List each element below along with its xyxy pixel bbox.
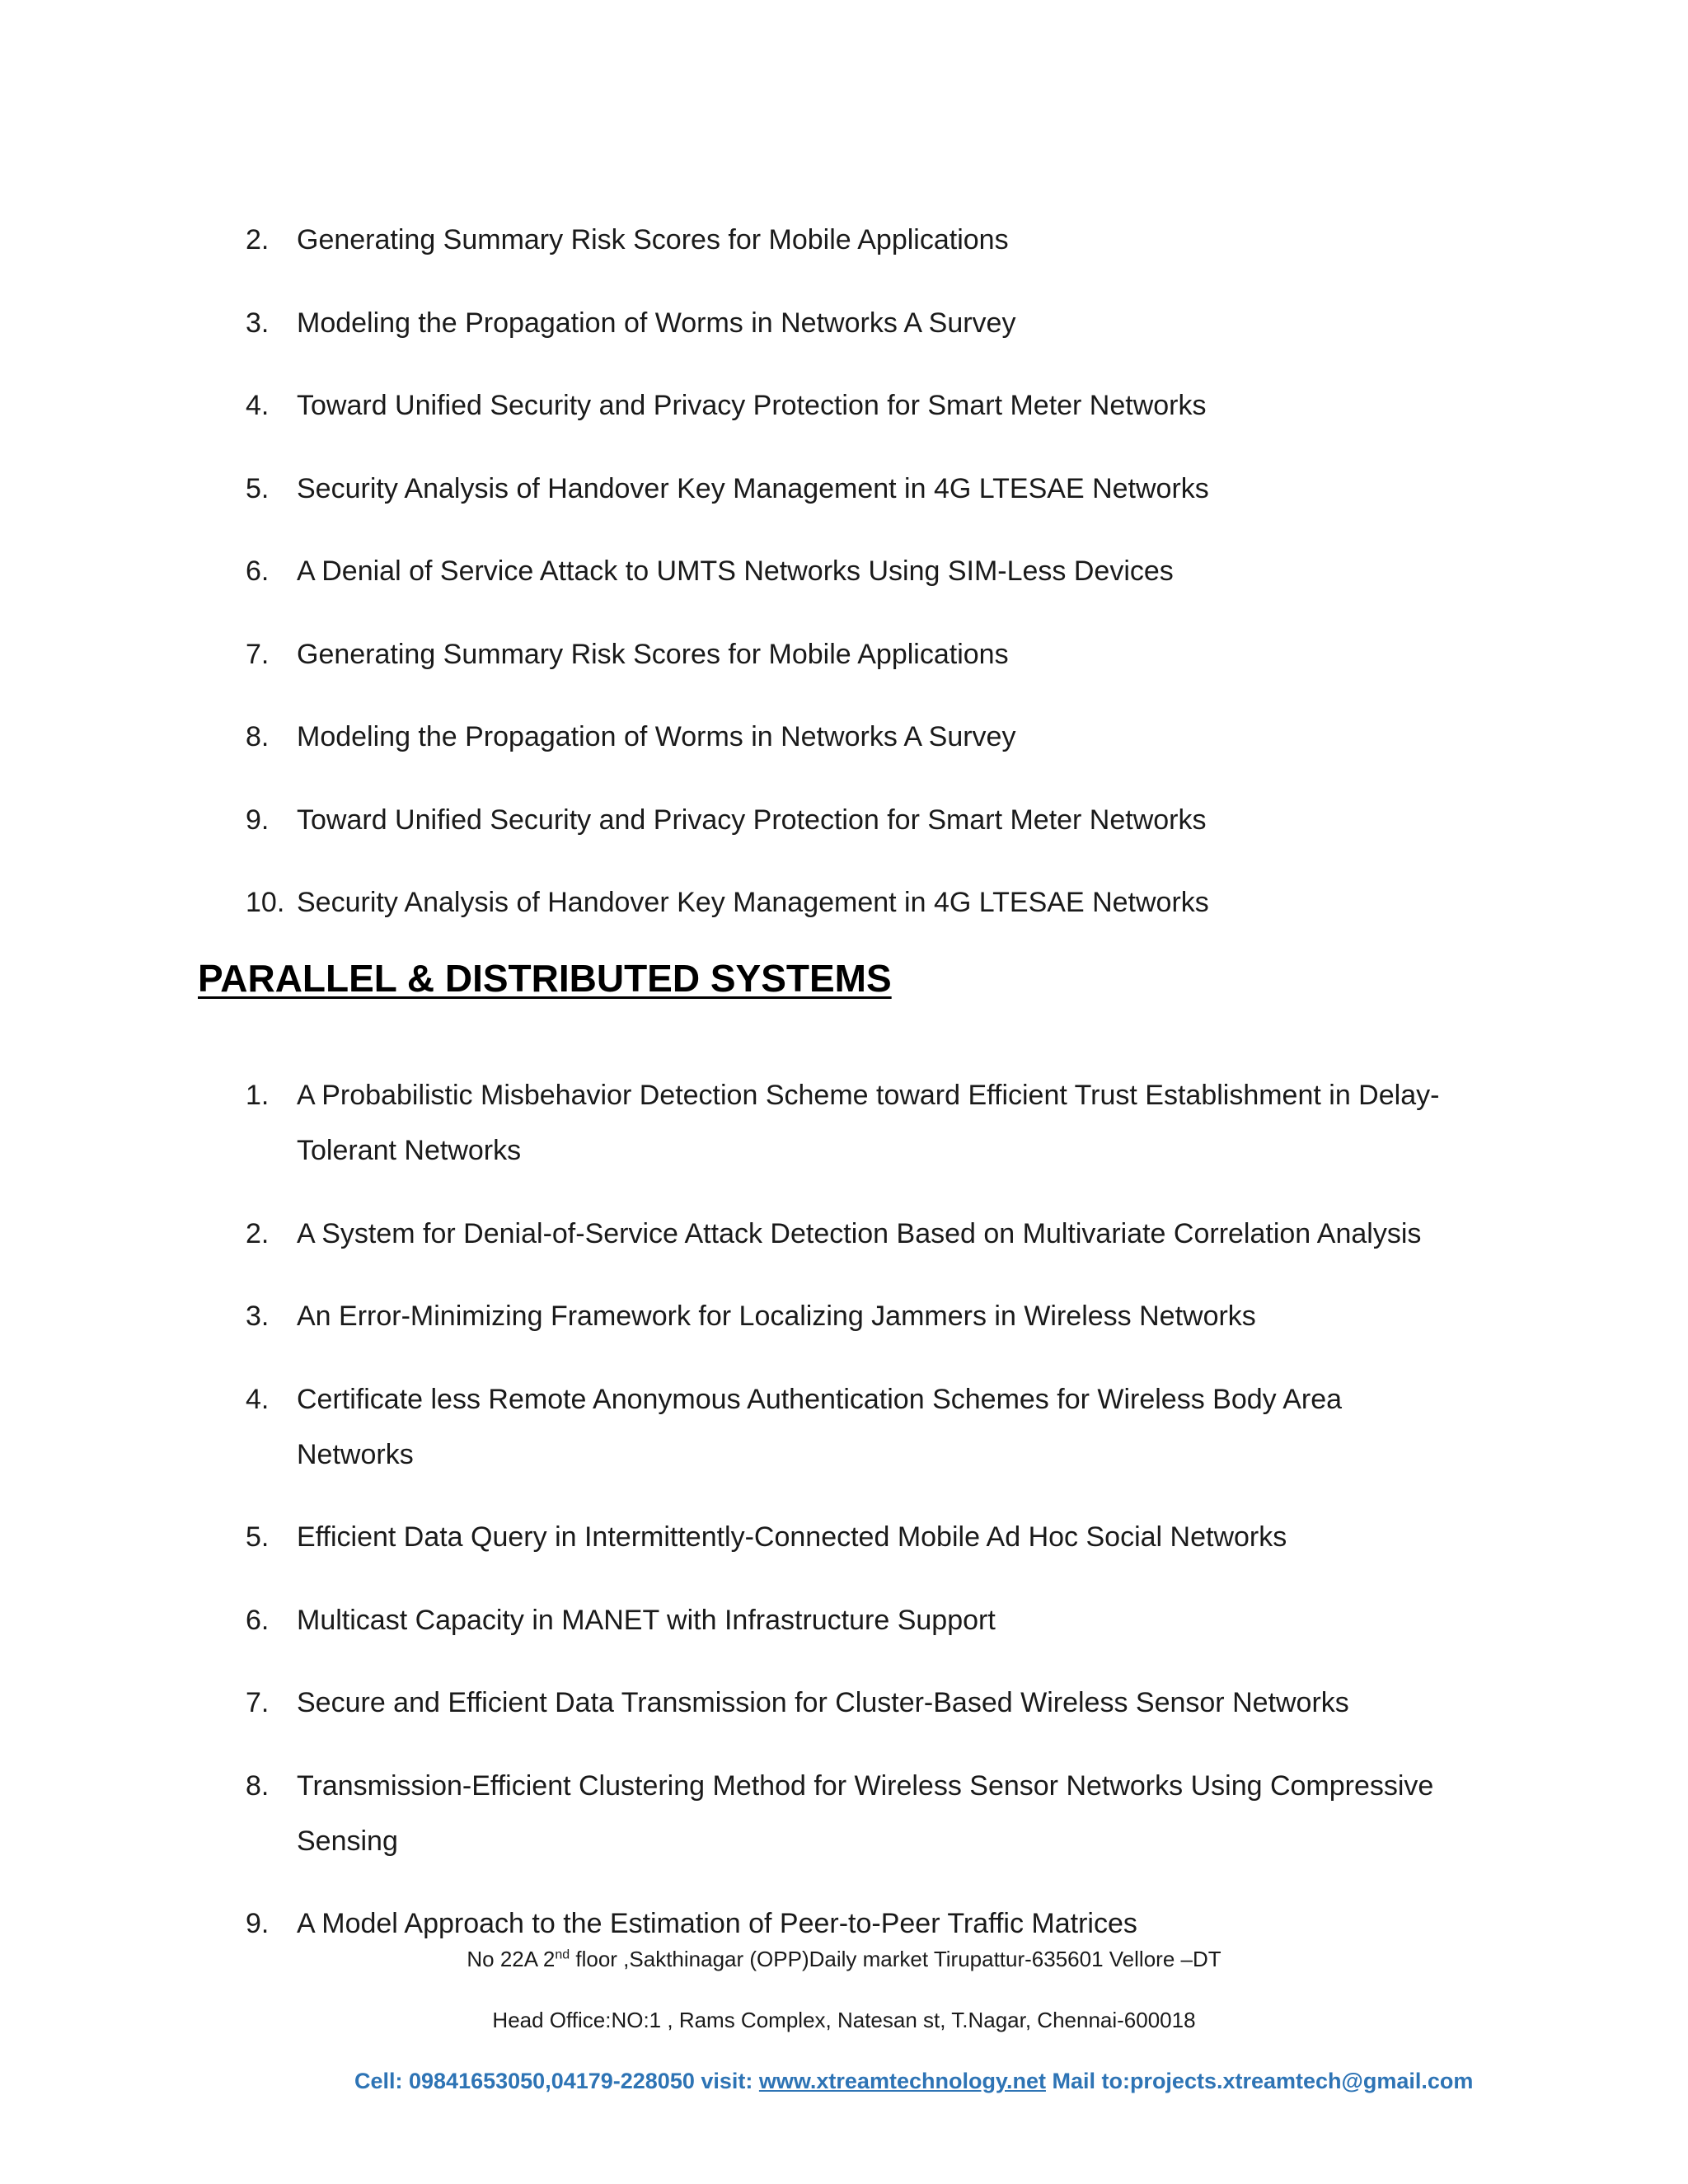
item-title: Generating Summary Risk Scores for Mobile Applications	[297, 638, 1009, 670]
item-title: A Model Approach to the Estimation of Peer-to-Peer Traffic Matrices	[297, 1908, 1137, 1939]
item-title: Security Analysis of Handover Key Management in 4G LTESAE Networks	[297, 472, 1209, 504]
item-title: Certificate less Remote Anonymous Authentication Schemes for Wireless Body Area Networks	[297, 1383, 1343, 1470]
item-number: 6.	[246, 1604, 270, 1636]
list-item	[0, 793, 1451, 848]
list-item	[0, 1289, 1451, 1344]
website-link[interactable]: www.xtreamtechnology.net	[758, 2069, 1046, 2093]
footer-contact	[354, 2069, 1473, 2094]
item-number: 4.	[246, 390, 270, 421]
item-number: 6.	[246, 555, 270, 587]
item-title: Modeling the Propagation of Worms in Networks A Survey	[297, 307, 1016, 339]
item-number: 10.	[246, 887, 285, 918]
item-title: A Probabilistic Misbehavior Detection Scheme toward Efficient Trust Establishment in Delay-Tolerant Networks	[297, 1080, 1440, 1166]
list-item	[0, 544, 1451, 599]
item-title: Security Analysis of Handover Key Management in 4G LTESAE Networks	[297, 887, 1209, 918]
item-number: 8.	[246, 1769, 270, 1802]
contact-phone: Cell: 09841653050,04179-228050 visit:	[354, 2069, 759, 2093]
section-heading: PARALLEL & DISTRIBUTED SYSTEMS	[198, 957, 892, 1000]
item-title: An Error-Minimizing Framework for Localizing Jammers in Wireless Networks	[297, 1301, 1256, 1332]
item-title: Transmission-Efficient Clustering Method for Wireless Sensor Networks Using Compressive Sensing	[297, 1769, 1434, 1857]
item-number: 9.	[246, 1908, 270, 1939]
footer-head-office: Head Office:NO:1 , Rams Complex, Natesan st, T.Nagar, Chennai-600018	[492, 2008, 1196, 2032]
item-number: 7.	[246, 1687, 270, 1718]
item-title: Modeling the Propagation of Worms in Networks A Survey	[297, 721, 1016, 752]
item-title: Toward Unified Security and Privacy Protection for Smart Meter Networks	[297, 804, 1207, 836]
list-item	[0, 296, 1451, 351]
list-item	[0, 213, 1451, 268]
item-number: 5.	[246, 472, 270, 504]
item-title: Generating Summary Risk Scores for Mobile Applications	[297, 224, 1009, 255]
item-number: 4.	[246, 1383, 270, 1415]
list-item	[0, 1510, 1451, 1565]
list-item	[0, 1759, 1451, 1869]
address-part: floor ,Sakthinagar (OPP)Daily market Tirupattur-635601 Vellore –DT	[570, 1947, 1221, 1971]
list-item	[0, 378, 1451, 434]
item-number: 2.	[246, 224, 270, 255]
item-number: 1.	[246, 1080, 270, 1111]
item-number: 2.	[246, 1217, 270, 1249]
item-title: A Denial of Service Attack to UMTS Networks Using SIM-Less Devices	[297, 555, 1174, 587]
list-item	[0, 1896, 1451, 1952]
item-title: Efficient Data Query in Intermittently-Connected Mobile Ad Hoc Social Networks	[297, 1521, 1287, 1553]
list-item	[0, 1593, 1451, 1648]
item-number: 7.	[246, 638, 270, 670]
item-title: Toward Unified Security and Privacy Protection for Smart Meter Networks	[297, 390, 1207, 421]
project-list-continued	[0, 213, 1451, 958]
item-title: Multicast Capacity in MANET with Infrastructure Support	[297, 1604, 996, 1636]
item-title: A System for Denial-of-Service Attack Detection Based on Multivariate Correlation Analysis	[297, 1217, 1422, 1249]
contact-mail: Mail to:projects.xtreamtech@gmail.com	[1045, 2069, 1474, 2093]
parallel-distributed-list	[0, 1068, 1451, 1980]
list-item	[0, 627, 1451, 682]
item-number: 3.	[246, 307, 270, 339]
list-item	[0, 875, 1451, 930]
footer-address	[0, 1947, 1688, 1972]
address-part: No 22A 2	[467, 1947, 556, 1971]
item-number: 3.	[246, 1301, 270, 1332]
list-item	[0, 1207, 1451, 1262]
item-number: 8.	[246, 721, 270, 752]
list-item	[0, 462, 1451, 517]
item-title: Secure and Efficient Data Transmission for Cluster-Based Wireless Sensor Networks	[297, 1687, 1349, 1718]
item-number: 9.	[246, 804, 270, 836]
list-item	[0, 1068, 1451, 1179]
list-item	[0, 1675, 1451, 1731]
list-item	[0, 1372, 1451, 1483]
list-item	[0, 710, 1451, 765]
item-number: 5.	[246, 1521, 270, 1553]
address-ordinal: nd	[555, 1947, 570, 1962]
